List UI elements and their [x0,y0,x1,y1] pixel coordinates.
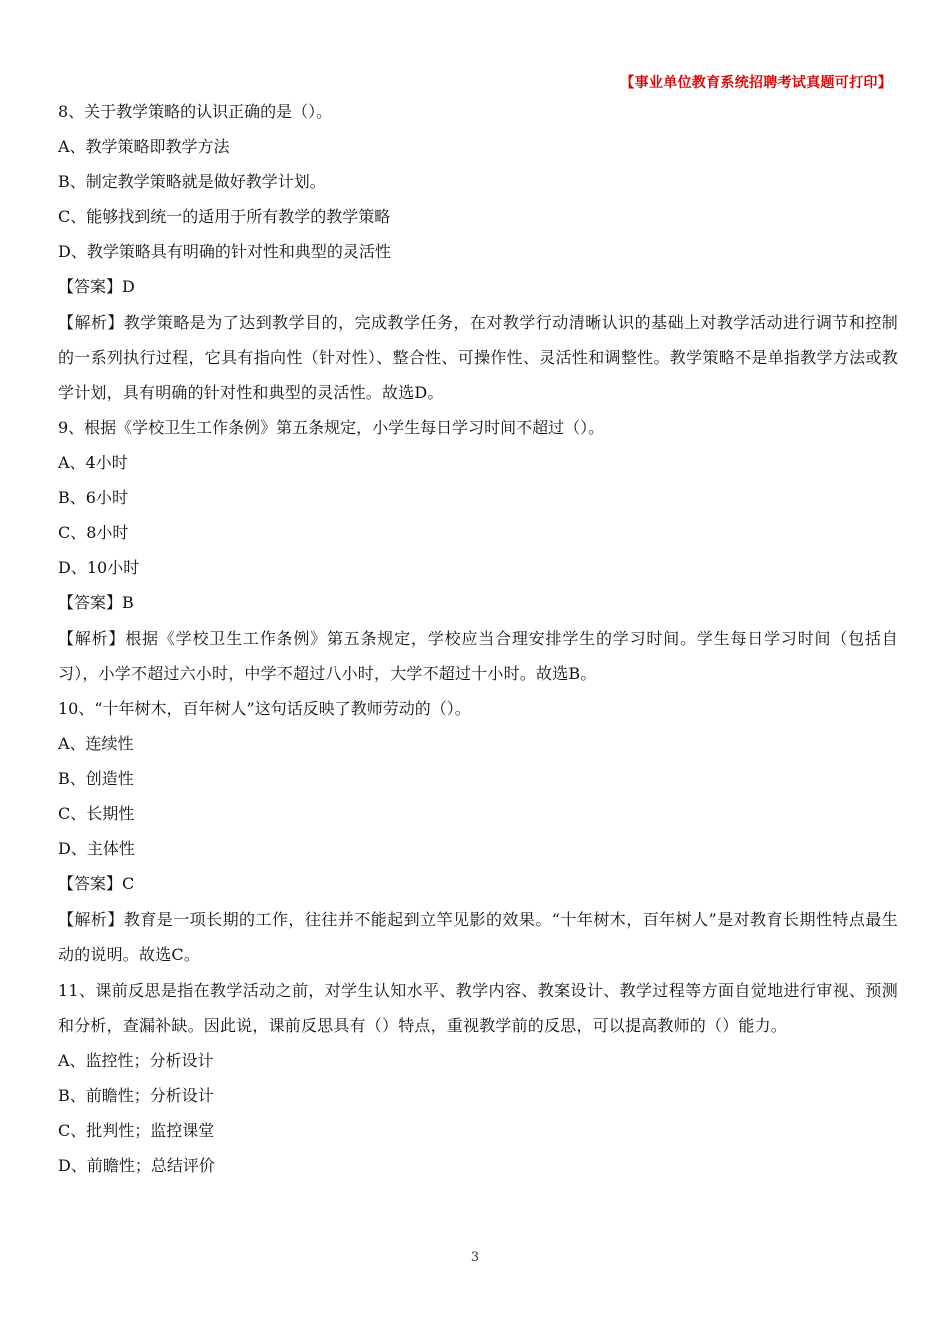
option-c: C、能够找到统一的适用于所有教学的教学策略 [58,207,391,226]
question-stem: 10、“十年树木，百年树人”这句话反映了教师劳动的（）。 [58,699,471,718]
answer: 【答案】D [58,277,135,296]
page-number: 3 [470,1250,480,1265]
option-c: C、批判性；监控课堂 [58,1121,215,1140]
question-10 [58,697,898,972]
answer: 【答案】B [58,593,134,612]
option-c: C、8小时 [58,523,129,542]
answer: 【答案】C [58,874,135,893]
question-stem: 8、关于教学策略的认识正确的是（）。 [58,102,333,121]
question-stem: 11、课前反思是指在教学活动之前，对学生认知水平、教学内容、教案设计、教学过程等方面自觉地进行审视、预测和分析，查漏补缺。因此说，课前反思具有（）特点，重视教学前的反思，可以提高教师的（）能力。 [58,981,898,1035]
option-d: D、前瞻性；总结评价 [58,1156,215,1175]
analysis: 【解析】教学策略是为了达到教学目的，完成教学任务，在对教学行动清晰认识的基础上对教学活动进行调节和控制的一系列执行过程，它具有指向性（针对性）、整合性、可操作性、灵活性和调整性。教学策略不是单指教学方法或教学计划，具有明确的针对性和典型的灵活性。故选D。 [58,313,898,402]
option-b: B、6小时 [58,488,128,507]
analysis: 【解析】教育是一项长期的工作，往往并不能起到立竿见影的效果。“十年树木，百年树人”是对教育长期性特点最生动的说明。故选C。 [58,910,898,964]
option-d: D、主体性 [58,839,135,858]
option-a: A、教学策略即教学方法 [58,137,230,156]
option-d: D、10小时 [58,558,140,577]
option-a: A、连续性 [58,734,134,753]
option-b: B、前瞻性；分析设计 [58,1086,214,1105]
header-banner: 【事业单位教育系统招聘考试真题可打印】 [620,75,892,91]
option-d: D、教学策略具有明确的针对性和典型的灵活性 [58,242,391,261]
question-stem: 9、根据《学校卫生工作条例》第五条规定，小学生每日学习时间不超过（）。 [58,418,605,437]
document-body [58,100,898,1189]
analysis: 【解析】根据《学校卫生工作条例》第五条规定，学校应当合理安排学生的学习时间。学生每日学习时间（包括自习），小学不超过六小时，中学不超过八小时，大学不超过十小时。故选B。 [58,629,898,683]
option-b: B、制定教学策略就是做好教学计划。 [58,172,326,191]
question-11 [58,973,898,1178]
question-8 [58,100,898,410]
option-a: A、监控性；分析设计 [58,1051,214,1070]
question-9 [58,416,898,691]
option-c: C、长期性 [58,804,135,823]
option-b: B、创造性 [58,769,134,788]
option-a: A、4小时 [58,453,128,472]
